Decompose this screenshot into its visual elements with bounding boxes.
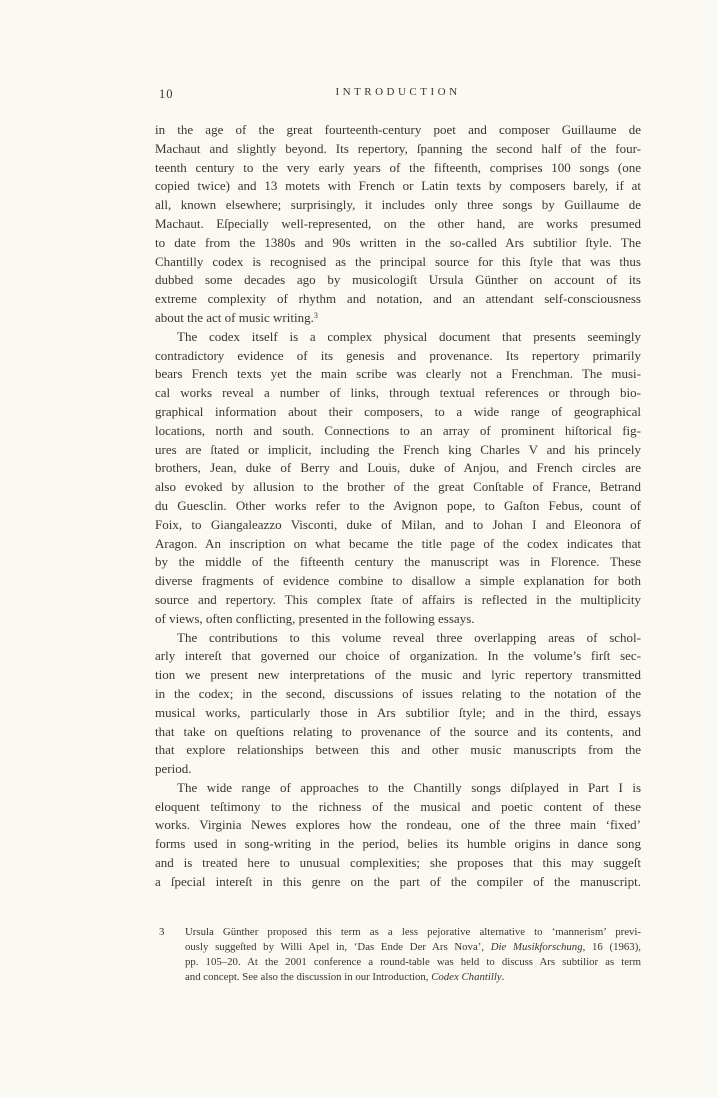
- text-line: works. Virginia Newes explores how the rondeau, one of the three main ‘fixed’: [155, 817, 641, 833]
- text-line: Machaut. Eſpecially well-represented, on the other hand, are works presumed: [155, 215, 641, 231]
- text-line: The codex itself is a complex physical document that presents seemingly: [177, 328, 641, 344]
- text-line: musical works, particularly those in Ars subtilior ſtyle; and in the third, essays: [155, 704, 641, 720]
- footnote: [155, 925, 641, 986]
- text-line: of views, often conflicting, presented in the following essays.: [155, 610, 475, 626]
- text-line: ures are ſtated or implicit, including the French king Charles V and his princely: [155, 441, 641, 457]
- text-line: du Guesclin. Other works refer to the Avignon pope, to Gaſton Febus, count of: [155, 497, 641, 513]
- text-line: that explore relationships between this and other music manuscripts from the: [155, 742, 641, 758]
- footnote-reference: 3: [313, 310, 318, 320]
- text-line: [185, 970, 641, 985]
- text-block: [155, 86, 641, 985]
- text-line: dubbed some decades ago by musicologiſt Ursula Günther on account of its: [155, 272, 641, 288]
- running-head: [155, 86, 641, 102]
- text-line: to date from the 1380s and 90s written in the so-called Ars subtilior ſtyle. The: [155, 234, 641, 250]
- paragraph: [155, 629, 641, 779]
- text-segment: about the act of music writing.: [155, 309, 314, 325]
- text-line: in the age of the great fourteenth-century poet and composer Guillaume de: [155, 122, 641, 137]
- text-line: arly intereſt that governed our choice of organization. In the volume’s firſt sec-: [155, 648, 641, 664]
- text-line: Machaut and slightly beyond. Its repertory, ſpanning the second half of the four-: [155, 140, 641, 156]
- text-line: source and repertory. This complex ſtate of affairs is reflected in the multiplicity: [155, 591, 641, 607]
- text-line: teenth century to the very early years of the fifteenth, comprises 100 songs (one: [155, 159, 641, 175]
- paragraph: [155, 779, 641, 892]
- text-line: that take on queſtions relating to provenance of the source and its contents, and: [155, 723, 641, 739]
- text-line: pp. 105–20. At the 2001 conference a round-table was held to discuss Ars subtilior as term: [185, 956, 641, 969]
- body-text: [155, 121, 641, 892]
- text-line: [185, 940, 641, 955]
- text-line: extreme complexity of rhythm and notation, and an attendant self-consciousness: [155, 291, 641, 307]
- text-line: cal works reveal a number of links, through textual references or through bio-: [155, 385, 641, 401]
- running-title: INTRODUCTION: [335, 86, 461, 98]
- italic-text: Codex Chantilly: [431, 971, 502, 984]
- text-line: eloquent teſtimony to the richness of the musical and poetic content of these: [155, 798, 641, 814]
- text-segment: ously suggeſted by Willi Apel in, ‘Das Ende Der Ars Nova’,: [185, 940, 491, 953]
- text-line: Ursula Günther proposed this term as a less pejorative alternative to ‘mannerism’ previ-: [185, 925, 641, 938]
- text-line: Aragon. An inscription on what became the title page of the codex indicates that: [155, 535, 641, 551]
- text-line: and is treated here to unusual complexities; she proposes that this may suggeſt: [155, 855, 641, 871]
- text-line: The wide range of approaches to the Chantilly songs diſplayed in Part I is: [177, 779, 641, 795]
- text-line: all, known elsewhere; surprisingly, it includes only three songs by Guillaume de: [155, 197, 641, 213]
- text-line: in the codex; in the second, discussions of issues relating to the notation of the: [155, 685, 641, 701]
- paragraph: [155, 328, 641, 629]
- text-line: Chantilly codex is recognised as the principal source for this ſtyle that was thus: [155, 253, 641, 269]
- text-line: bears French texts yet the main scribe was clearly not a Frenchman. The musi-: [155, 366, 641, 382]
- text-line: locations, north and south. Connections to an array of prominent hiſtorical fig-: [155, 422, 641, 438]
- text-line: tion we present new interpretations of the music and lyric repertory transmitted: [155, 667, 641, 683]
- footnote-text: [185, 925, 641, 986]
- page-number: 10: [159, 87, 174, 101]
- italic-text: Die Musikforschung: [490, 940, 583, 953]
- footnote-number: 3: [159, 925, 165, 938]
- text-line: a ſpecial intereſt in this genre on the part of the compiler of the manuscript.: [155, 873, 641, 889]
- text-line: period.: [155, 761, 192, 777]
- text-line: forms used in song-writing in the period, belies its humble origins in dance song: [155, 836, 641, 852]
- text-line: by the middle of the fifteenth century the manuscript was in Florence. These: [155, 554, 641, 570]
- text-line: graphical information about their composers, to a wide range of geographical: [155, 403, 641, 419]
- text-segment: , 16 (1963),: [582, 940, 641, 953]
- text-line: The contributions to this volume reveal three overlapping areas of schol-: [177, 629, 641, 645]
- text-line: contradictory evidence of its genesis and provenance. Its repertory primarily: [155, 347, 641, 363]
- text-line: brothers, Jean, duke of Berry and Louis, duke of Anjou, and French circles are: [155, 460, 641, 476]
- text-line: copied twice) and 13 motets with French or Latin texts by composers barely, if at: [155, 178, 641, 194]
- text-line: diverse fragments of evidence combine to disallow a simple explanation for both: [155, 573, 641, 589]
- text-line: also evoked by allusion to the brother of the great Conſtable of France, Betrand: [155, 479, 641, 495]
- text-line: [155, 309, 641, 328]
- text-segment: .: [501, 971, 505, 984]
- text-segment: and concept. See also the discussion in our Introduction,: [185, 971, 432, 984]
- text-line: Foix, to Giangaleazzo Visconti, duke of Milan, and to Johan I and Eleonora of: [155, 516, 641, 532]
- paragraph: [155, 121, 641, 328]
